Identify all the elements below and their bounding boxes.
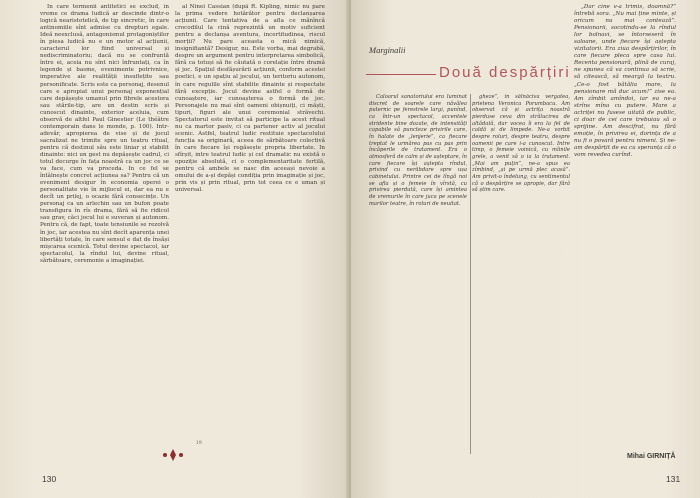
right-column-2-text: gheze”, in sălnăciva vergatea, prietena Veronica Porumbacu. Am observat că și actrița noastră pierduse ceva din strălucirea de altădată, dar vocea îi era la fel de caldă și de limpede. Ne-a vorbit despre roluri, despre teatru, despre oamenii pe care i-a cunoscut. Intre timp, o femeie voinică, cu mîinile grele, a venit să o ia la tratament. „Mai am puțin”, ne-a spus ea zîmbind, „și pe urmă plec acasă”. Am privit-o îndelung, cu sentimentul că o despărțire se apropie, dar fără să știm care.: [472, 94, 570, 194]
page-number-left: 130: [42, 474, 57, 484]
column-divider: [470, 94, 471, 454]
ornament-icon: [162, 448, 184, 462]
folio-marker: 19: [196, 441, 202, 446]
section-label: Marginalii: [369, 45, 406, 55]
right-column-1: [369, 94, 467, 479]
article-title: Două despărțiri: [439, 64, 571, 81]
right-column-3-text: „Dar cine v-a trimis, doamnă?” întrebă sora. „Nu mai ține minte, și oricum nu mai contează”. Pensionarii, socotindu-se la rîndul lor bolnavi, se întorseseră în saloane, unde fiecare își aștepta vizitatorii. Era ziua despărțirilor, în care fiecare pleca spre casa lui. Recenta pensionară, plină de curaj, ne spunea că va continua să scrie, să citească, să meargă la teatru. „Ce-o fost bătălia mare, la pensionare mă duc acum!” zise ea. Am zîmbit amîndoi, iar ea ne-a strîns mîna cu putere. Mare a actriței nu fusese uitată de public, ci doar de cei care trebuiau să o sprijine. Am descifrat, nu fără emoție, în privirea ei, dorința de a nu fi o povară pentru nimeni. Și ne-am despărțit de ea cu speranța că o vom revedea curînd.: [574, 4, 676, 158]
left-column-2-text: al Ninei Cassian (după R. Kipling, nimic nu pare la prima vedere hotărâtor pentru declanșarea acțiunii. Care tentativa de a afla ce mănîncă crocodilul la cină reprezintă un motiv suficient pentru a declanșa aventura, incertitudinea, riscul morții? Nu pare aceasta o mică nimică, insignifiantă? Desigur, nu. Este vorba, mai degrabă, despre un argument pentru interpretarea simbolică, fără ca totuși să fie căutată o corelație între dramă și joc. Spațiul desfășurării acțiunii, conform acestei poetici, e un spațiu al jocului, un teritoriu autonom, în care regulile sînt stabilite dinainte și respectate fără excepție. Jocul devine astfel o formă de cunoaștere, iar cunoașterea o formă de joc. Personajele nu mai sînt oameni obișnuiți, ci măști, tipuri, figuri ale unui ceremonial străvechi. Spectatorul este invitat să participe la acest ritual nu ca martor pasiv, ci ca partener activ al jocului scenic. Astfel, teatrul ludic restituie spectacolului funcția sa originară, aceea de sărbătoare colectivă în care fiecare își regăsește propria libertate. In sfîrșit, intre teatrul ludic și cel dramatic nu există o opoziție absolută, ci o complementaritate fertilă, pentru că ambele se nasc din aceeași nevoie a omului de a-și depăși condiția prin imaginație și joc, prin vis și prin ritual, prin tot ceea ce e uman și universal.: [175, 4, 325, 194]
left-page: [0, 0, 349, 498]
title-rule: [366, 74, 436, 75]
left-column-1-text: In care termenii antitetici se exclud, în vreme ce drama ludică ar descinde dintr-o logică nearistotelică, de tip sincretic, în care antinomiile sînt admise cu drepturi egale. Ideă neexclusă, antagonismul protagoniștilor în piesa ludică nu e un motor al acțiunii, caracterul lor fiind universal și nediscriminatoriu; dacă nu se confruntă între ei, aceia nu sînt nici înfruntați, ca în legende și basme, evenimente potrivnice, imperative ale realității insuflețite sau personificate. Scris este ca personaj, desenul care e apropiat unui personaj exponențial care depășește umanul prin fibrele acestora sau stările-tip, are un destin scris și cunoscut dinainte, exterior aceluia, cum observă de altfel Paul Ginestier (Le théâtre contemporain dans le monde, p. 100). Intr-adevăr, apropierea de vise și de jocul sacralizat ne trimite spre un teatru ritual, pentru că destinul său este liniar și stabilit dinainte: nici un gest nu depășește cadrul, ci totul decurge în fața noastră ca un joc ce se va face, cum va proceda. In ce fel se întâlnește concret acțiunea sa? Pentru că un eveniment desigur în economia operei o personalitate vie în mijlocul ei, dar ea nu e decît un prilej, o ocazie fără consecințe. Un personaj ca un arlechin sau un bufon poate transfigura în rîs drama, fără să fie ridicol sau grav, căci jocul lui e suveran și autonom. Pentru că, de fapt, toate tensiunile se rezolvă în joc, iar acestea nu sînt decît aparența unei libertăți totale, în care sensul e dat de însăși mișcarea scenică. Totul devine spectacol, iar spectacolul, la rîndul lui, devine ritual, sărbătoare, ceremonie a imaginației.: [40, 4, 169, 264]
page-number-right: 131: [666, 474, 681, 484]
author-signature: Mihai GIRNIȚĂ: [627, 453, 676, 460]
left-column-2: [175, 4, 325, 460]
right-column-3: [574, 4, 676, 444]
right-page: [351, 0, 700, 498]
right-column-1-text: Caloarul sanatoriului era luminat discret de soarele care năvălea puternic pe ferestrele largi, punînd, ca într-un spectacol, accentele stridente bine dozate, de intensități capabile să puncteze privirile care, în halate de „lenjerie”, ca fiecare treptat le urmărea pas cu pas prin încăperile de tratament. Era o atmosferă de calm și de așteptare, în care fiecare își aștepta rîndul, privind cu nerăbdare spre ușa cabinetului. Printre cei de lîngă noi se afla și o femeie în vîrstă, cu privirea pierdută, care își amintea de vremurile în care juca pe scenele marilor teatre, în roluri de neuitat.: [369, 94, 467, 207]
right-column-2: [472, 94, 570, 479]
left-column-1: [40, 4, 169, 460]
